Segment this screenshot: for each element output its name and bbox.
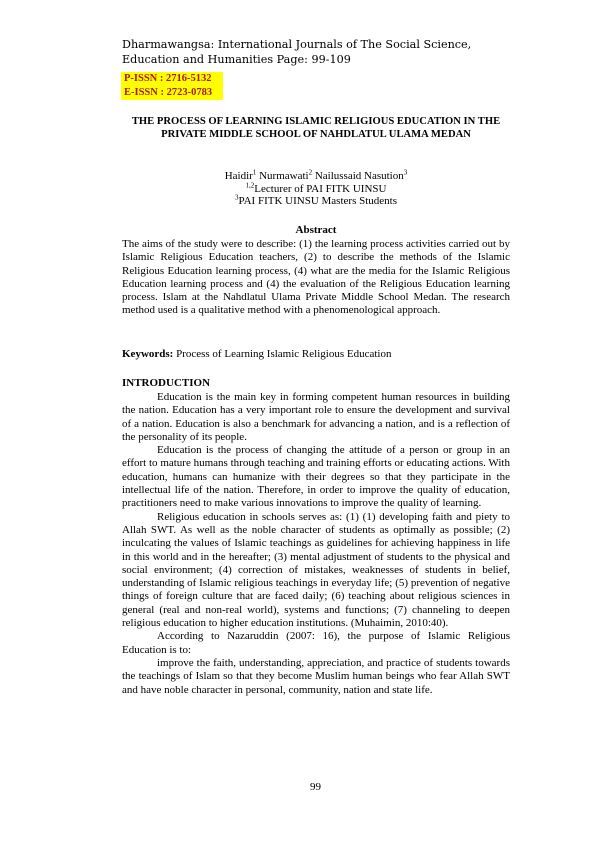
keywords-label: Keywords: (122, 348, 174, 360)
p-issn: P-ISSN : 2716-5132 (124, 73, 212, 84)
author-name: Nurmawati (256, 170, 309, 182)
issn-badge (121, 72, 223, 100)
introduction-body (122, 391, 510, 697)
quoted-paragraph: improve the faith, understanding, appreciation, and practice of students towards the teachings of Islam so that they become Muslim human beings who fear Allah SWT and have noble character in personal, community, nation and state life. (122, 656, 510, 696)
page-number: 99 (310, 781, 321, 793)
author-names (122, 170, 510, 183)
author-name: Haidir (224, 170, 253, 182)
author-sup: 3 (403, 168, 408, 177)
affiliation-1 (122, 180, 510, 196)
keywords-line (122, 348, 510, 361)
abstract-heading: Abstract (295, 224, 337, 236)
paragraph: Education is the main key in forming competent human resources in building the nation. Education has a very important role to ensure the development and survival of a nation. Education is also a benchmark for advancing a nation, and is a reflection of the personality of its people. (122, 391, 510, 443)
author-sup: 1 (252, 168, 257, 177)
e-issn: E-ISSN : 2723-0783 (124, 87, 213, 98)
paper-title: THE PROCESS OF LEARNING ISLAMIC RELIGIOUS EDUCATION IN THE PRIVATE MIDDLE SCHOOL OF NAHDLATUL ULAMA MEDAN (131, 116, 501, 140)
author-name: Nailussaid Nasution (312, 170, 404, 182)
journal-header: Dharmawangsa: International Journals of The Social Science, Education and Humanities Page: 99-109 (122, 38, 472, 66)
author-sup: 2 (308, 168, 313, 177)
affiliation-text: Lecturer of PAI FITK UINSU (254, 182, 387, 195)
paragraph: Education is the process of changing the attitude of a person or group in an effort to mature humans through teaching and training efforts or educating actions. With education, humans can humanize with their degrees so that they participate in the intellectual life of the nation. Therefore, in order to improve the quality of education, practitioners need to make various innovations to improve the quality of learning. (122, 444, 510, 510)
paragraph: Religious education in schools serves as: (1) (1) developing faith and piety to Allah SWT. As well as the noble character of students as optimally as possible; (2) inculcating the values of Islamic teachings as guidelines for achieving happiness in life in this world and in the hereafter; (3) mental adjustment of students to the physical and social environment; (4) correction of mistakes, weaknesses of students in belief, understanding of Islamic religious teachings in everyday life; (5) prevention of negative things of foreign culture that are faced daily; (6) teaching about religious sciences in general (real and non-real world), systems and functions; (7) channeling to deepen religious education to higher education institutions. (Muhaimin, 2010:40). (122, 510, 510, 630)
affiliation-2 (122, 195, 510, 208)
affiliation-sup: 3 (235, 193, 239, 202)
affiliation-sup: 1,2 (245, 180, 255, 189)
author-block (122, 170, 510, 208)
affiliation-text: PAI FITK UINSU Masters Students (238, 195, 397, 207)
introduction-heading: INTRODUCTION (122, 377, 211, 389)
keywords-text: Process of Learning Islamic Religious Education (173, 348, 392, 360)
abstract-body: The aims of the study were to describe: (1) the learning process activities carried out by Islamic Religious Education teachers, (2) to describe the methods of the Islamic Religious Education learning process, (4) what are the media for the Islamic Religious Education learning process and (4) the evaluation of the Religious Education learning process. Islam at the Nahdlatul Ulama Private Middle School Medan. The research method used is a qualitative method with a phenomenological approach. (122, 238, 510, 317)
paragraph: According to Nazaruddin (2007: 16), the purpose of Islamic Religious Education is to: (122, 630, 510, 656)
